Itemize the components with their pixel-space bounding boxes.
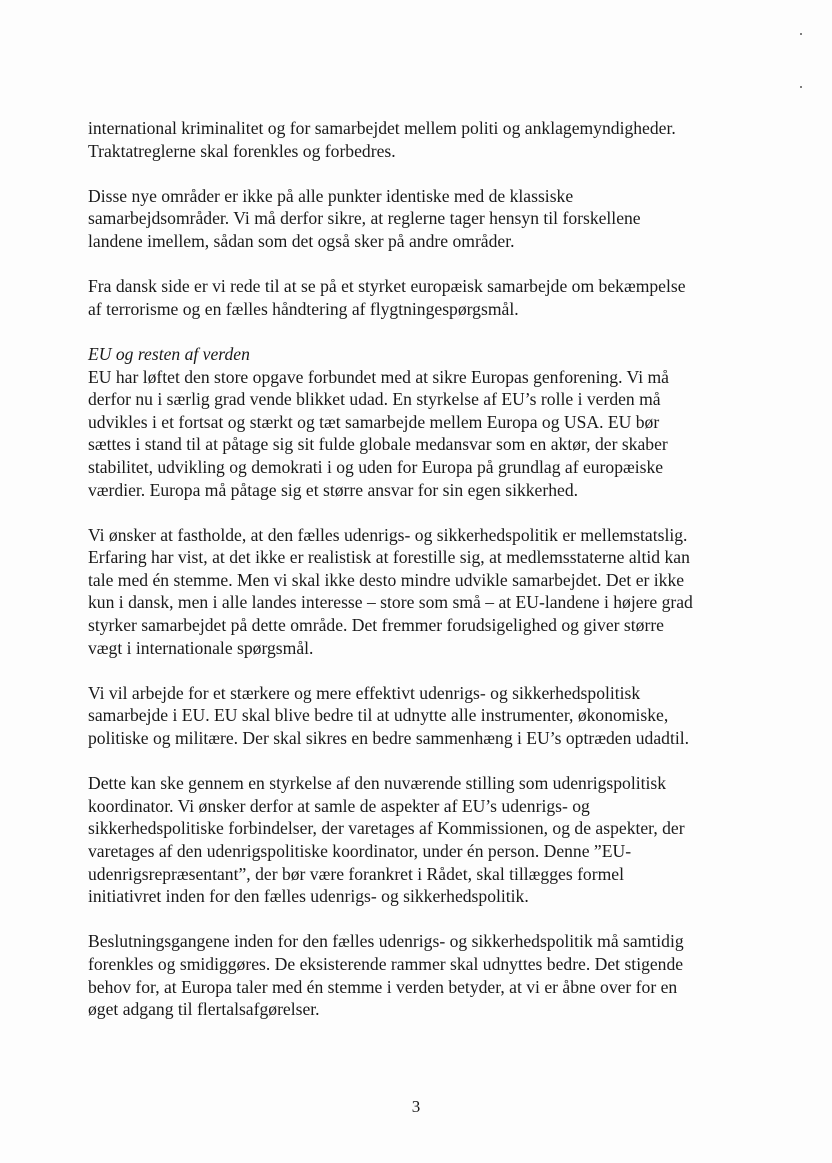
text-line: sikkerhedspolitiske forbindelser, der varetages af Kommissionen, og de aspekter, der: [88, 818, 685, 839]
text-line: samarbejde i EU. EU skal blive bedre til at udnytte alle instrumenter, økonomiske,: [88, 705, 669, 726]
paragraph: [88, 343, 768, 501]
paragraph: [88, 275, 768, 320]
text-line: Vi ønsker at fastholde, at den fælles udenrigs- og sikkerhedspolitik er mellemstatslig.: [88, 524, 688, 545]
text-line: samarbejdsområder. Vi må derfor sikre, at reglerne tager hensyn til forskellene: [88, 208, 641, 229]
text-line: landene imellem, sådan som det også sker på andre områder.: [88, 230, 515, 251]
text-line: Vi vil arbejde for et stærkere og mere effektivt udenrigs- og sikkerhedspolitisk: [88, 682, 641, 703]
text-line: politiske og militære. Der skal sikres en bedre sammenhæng i EU’s optræden udadtil.: [88, 728, 690, 749]
text-line: EU har løftet den store opgave forbundet med at sikre Europas genforening. Vi må: [88, 366, 669, 387]
page-number: 3: [411, 1097, 421, 1116]
text-line: tale med én stemme. Men vi skal ikke desto mindre udvikle samarbejdet. Det er ikke: [88, 569, 685, 590]
paragraph: [88, 524, 768, 660]
text-line: styrker samarbejdet på dette område. Det fremmer forudsigelighed og giver større: [88, 615, 664, 636]
text-line: behov for, at Europa taler med én stemme i verden betyder, at vi er åbne over for en: [88, 976, 678, 997]
paragraph: [88, 682, 768, 750]
text-line: derfor nu i særlig grad vende blikket udad. En styrkelse af EU’s rolle i verden må: [88, 389, 661, 410]
text-line: vægt i internationale spørgsmål.: [88, 637, 314, 658]
text-line: varetages af den udenrigspolitiske koordinator, under én person. Denne ”EU-: [88, 841, 632, 861]
text-line: udvikles i et fortsat og stærkt og tæt samarbejde mellem Europa og USA. EU bør: [88, 411, 660, 432]
text-line: kun i dansk, men i alle landes interesse – store som små – at EU-landene i højere grad: [88, 592, 693, 613]
text-line: stabilitet, udvikling og demokrati i og uden for Europa på grundlag af europæiske: [88, 456, 664, 477]
text-line: af terrorisme og en fælles håndtering af flygtningespørgsmål.: [88, 298, 519, 319]
document-body: [88, 117, 768, 1043]
text-line: Erfaring har vist, at det ikke er realistisk at forestille sig, at medlemsstaterne altid kan: [88, 547, 690, 568]
text-line: Dette kan ske gennem en styrkelse af den nuværende stilling som udenrigspolitisk: [88, 773, 667, 794]
text-line: Disse nye områder er ikke på alle punkter identiske med de klassiske: [88, 185, 574, 206]
text-line: Beslutningsgangene inden for den fælles udenrigs- og sikkerhedspolitik må samtidig: [88, 931, 684, 952]
paragraph: [88, 930, 768, 1020]
text-line: initiativret inden for den fælles udenrigs- og sikkerhedspolitik.: [88, 886, 529, 907]
text-line: værdier. Europa må påtage sig et større ansvar for sin egen sikkerhed.: [88, 479, 579, 500]
paragraph: [88, 772, 768, 908]
scan-speck: [800, 86, 802, 88]
paragraph: [88, 117, 768, 162]
text-line: Fra dansk side er vi rede til at se på et styrket europæisk samarbejde om bekæmpelse: [88, 276, 686, 297]
text-line: sættes i stand til at påtage sig sit fulde globale medansvar som en aktør, der skaber: [88, 434, 668, 455]
text-line: øget adgang til flertalsafgørelser.: [88, 999, 320, 1020]
text-line: international kriminalitet og for samarbejdet mellem politi og anklagemyndigheder.: [88, 118, 676, 138]
section-heading: EU og resten af verden: [88, 343, 250, 364]
text-line: udenrigsrepræsentant”, der bør være forankret i Rådet, skal tillægges formel: [88, 863, 624, 884]
paragraph: [88, 185, 768, 253]
text-line: forenkles og smidiggøres. De eksisterende rammer skal udnyttes bedre. Det stigende: [88, 953, 684, 974]
text-line: Traktatreglerne skal forenkles og forbedres.: [88, 140, 396, 161]
scan-speck: [800, 33, 802, 35]
text-line: koordinator. Vi ønsker derfor at samle de aspekter af EU’s udenrigs- og: [88, 795, 590, 816]
